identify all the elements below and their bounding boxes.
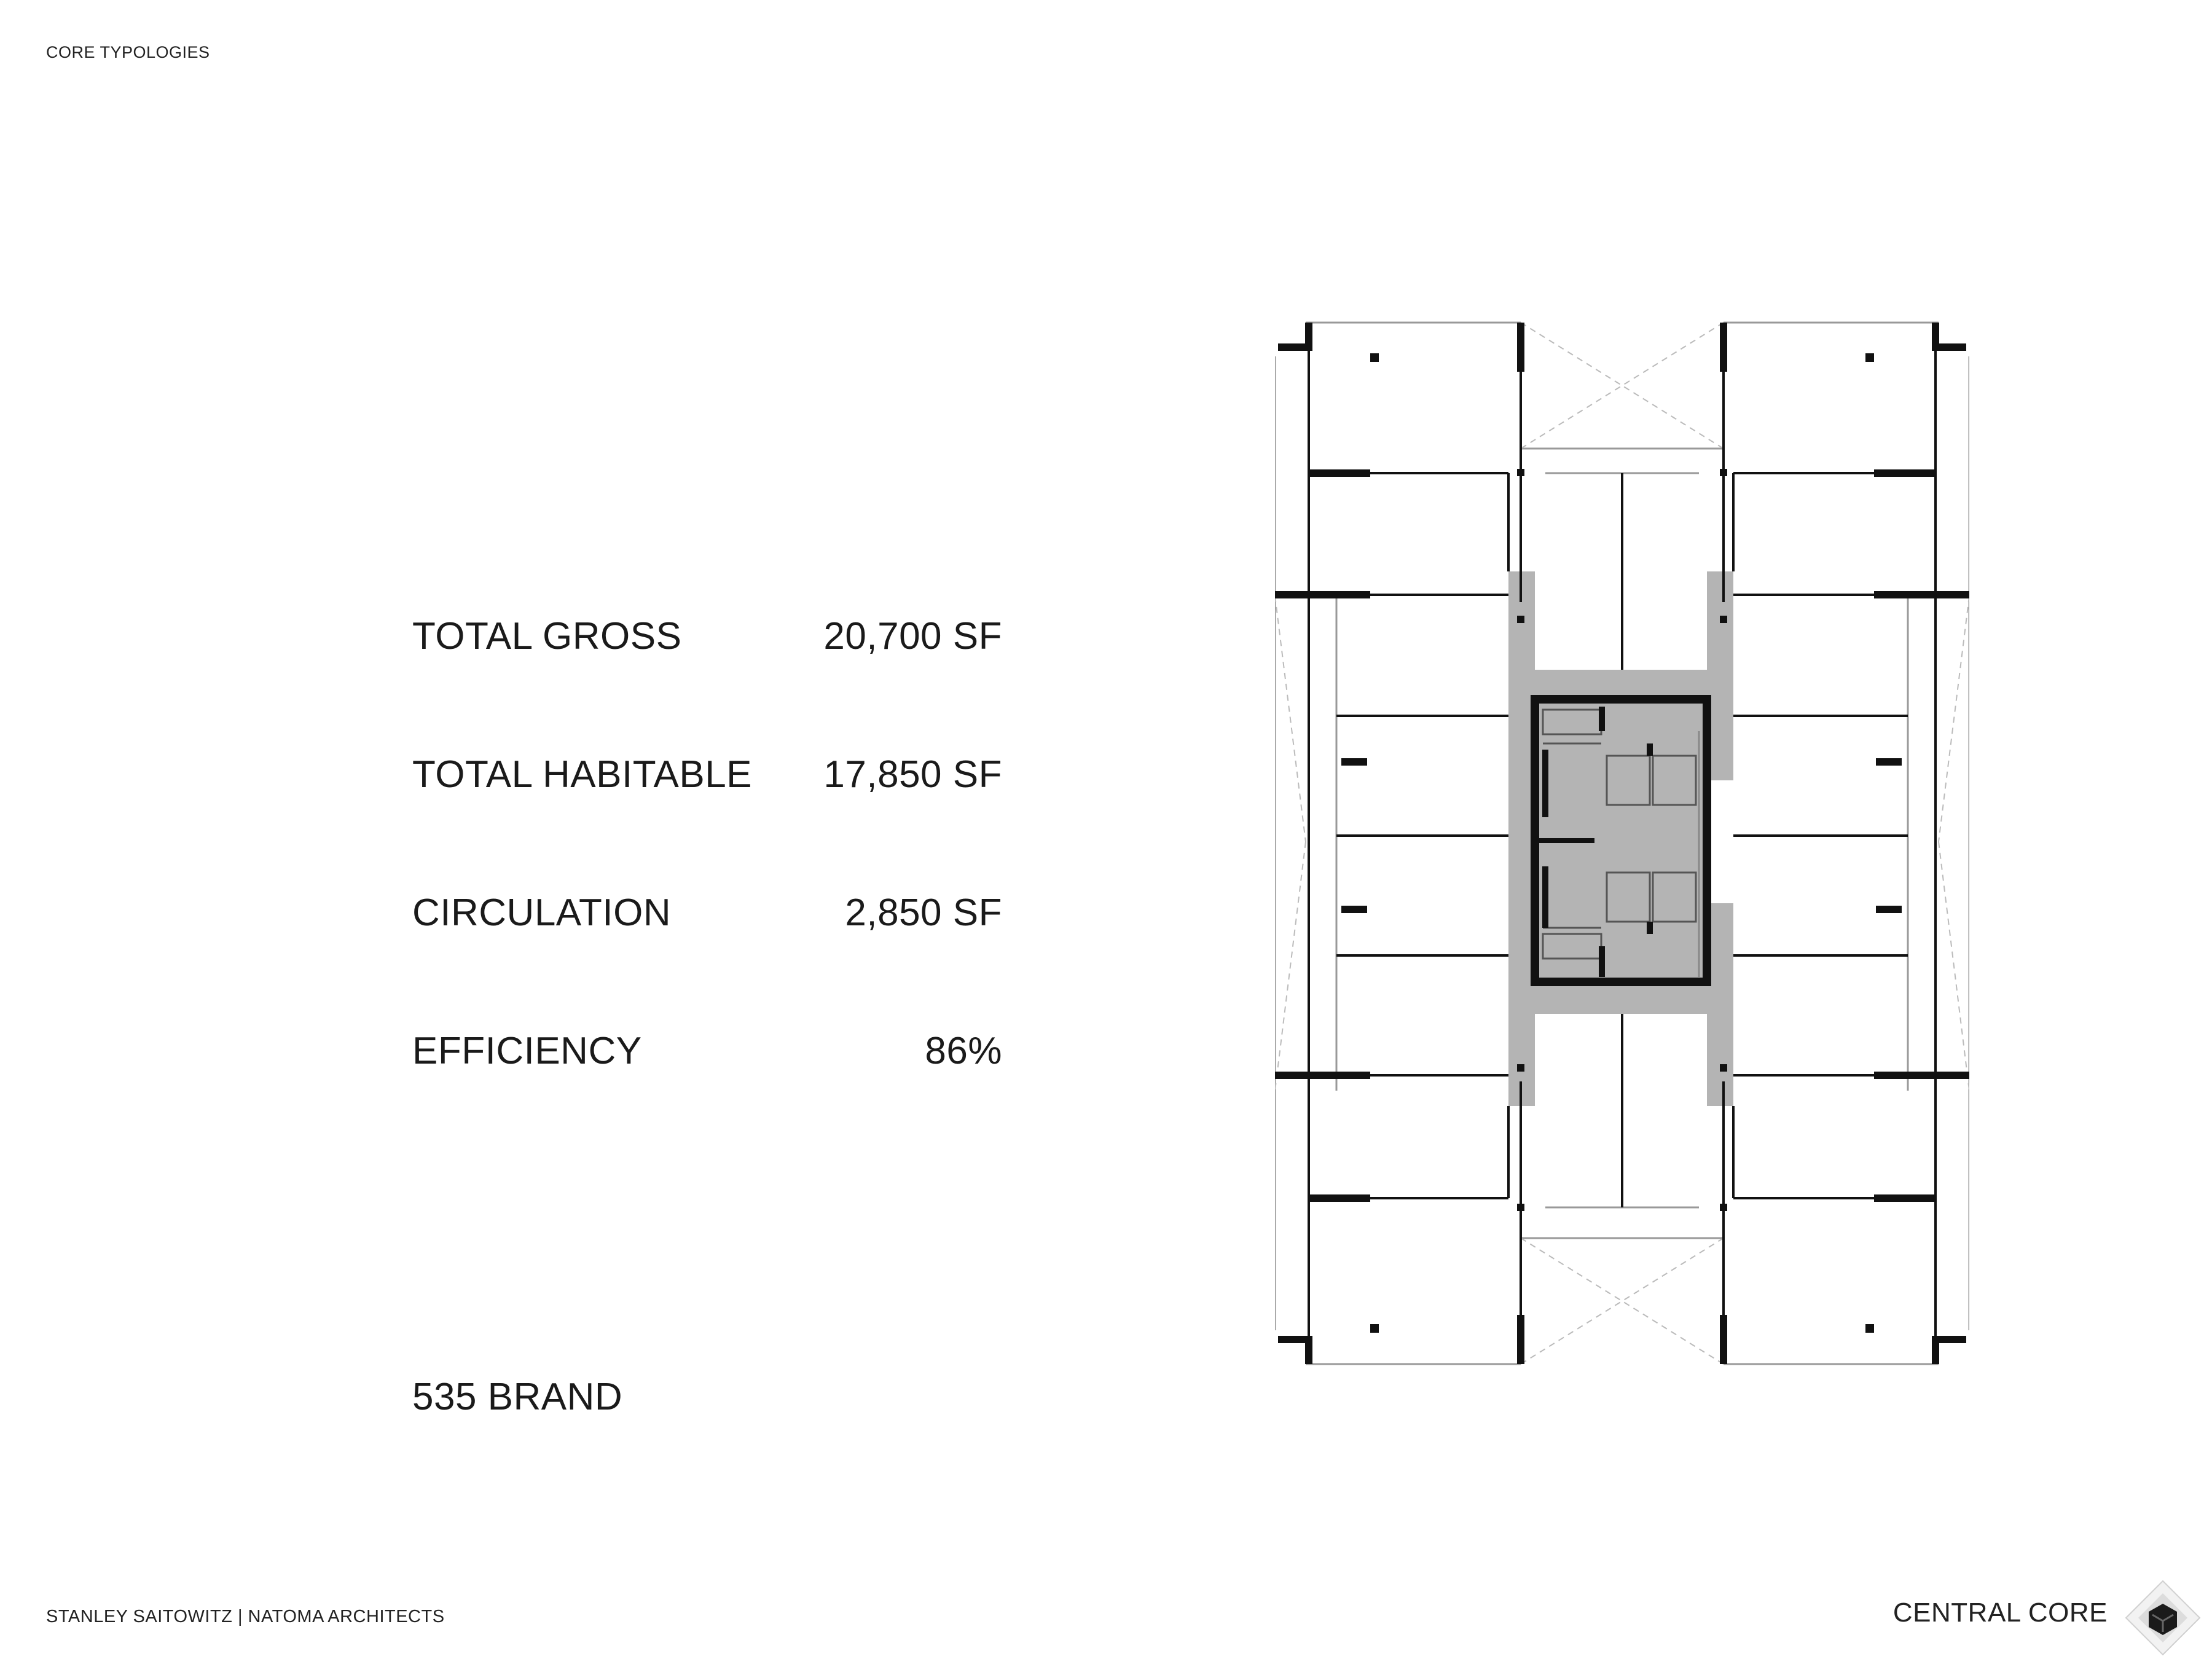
footer-credit: STANLEY SAITOWITZ | NATOMA ARCHITECTS [46, 1607, 445, 1626]
brand-logo-icon [2123, 1578, 2203, 1658]
stat-row-total-gross [412, 614, 1002, 670]
stat-row-efficiency [412, 1029, 1002, 1084]
stat-row-total-habitable [412, 753, 1002, 808]
stat-value: 2,850 SF [845, 892, 1002, 934]
stat-label: TOTAL HABITABLE [412, 753, 753, 796]
stat-label: EFFICIENCY [412, 1030, 642, 1072]
stat-value: 17,850 SF [823, 753, 1002, 796]
stat-value: 20,700 SF [823, 615, 1002, 657]
stat-label: CIRCULATION [412, 892, 672, 934]
stat-label: TOTAL GROSS [412, 615, 682, 657]
footer-title: CENTRAL CORE [1892, 1598, 2108, 1628]
floor-plan-diagram [1275, 313, 1969, 1373]
stat-value: 86% [925, 1030, 1002, 1072]
stat-row-circulation [412, 891, 1002, 946]
section-label: CORE TYPOLOGIES [46, 43, 210, 61]
project-name: 535 BRAND [412, 1376, 623, 1418]
